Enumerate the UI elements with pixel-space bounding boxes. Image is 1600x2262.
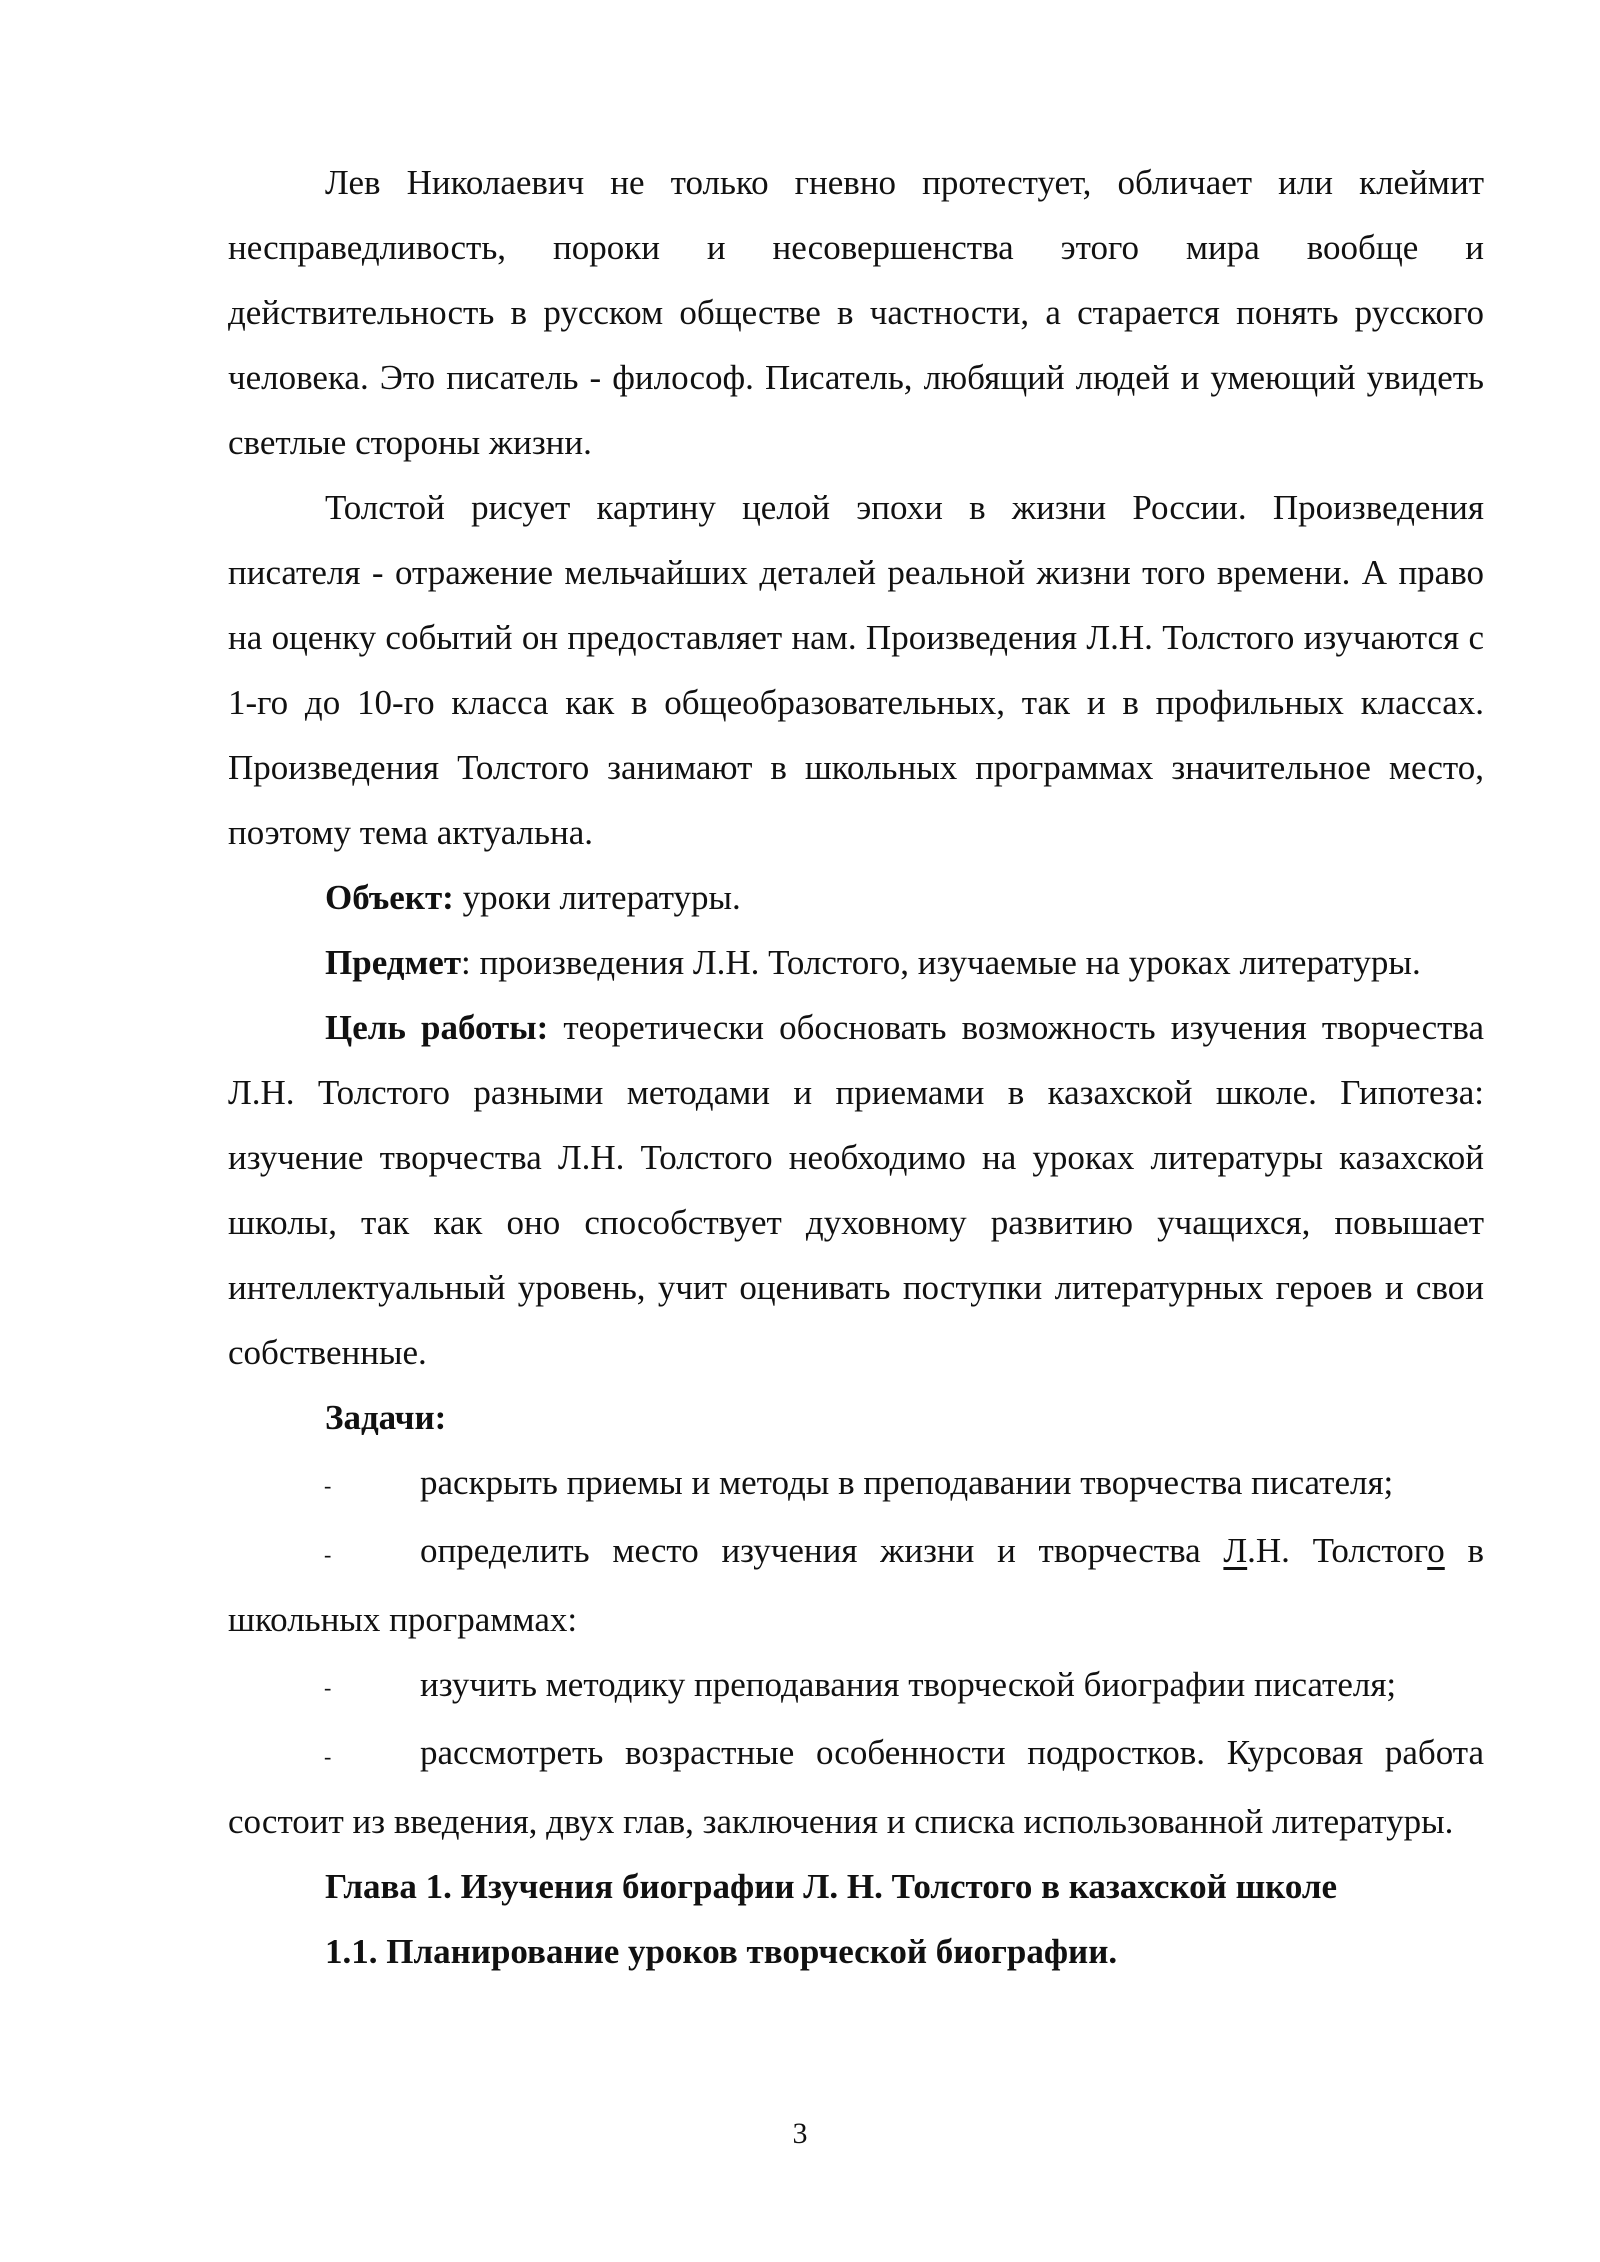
document-body <box>228 150 1484 1984</box>
goal-text: теоретически обосновать возможность изучения творчества Л.Н. Толстого разными методами и приемами в казахской школе. Гипотеза: изучение творчества Л.Н. Толстого необходимо на уроках литературы казахской школы, так как оно способствует духовному развитию учащихся, повышает интеллектуальный уровень, учит оценивать поступки литературных героев и свои собственные. <box>228 1008 1484 1372</box>
object-text: уроки литературы. <box>453 878 741 917</box>
paragraph-intro: Лев Николаевич не только гневно протестует, обличает или клеймит несправедливость, пороки и несовершенства этого мира вообще и действительность в русском обществе в частности, а старается понять русского человека. Это писатель - философ. Писатель, любящий людей и умеющий увидеть светлые стороны жизни. <box>228 163 1484 462</box>
task-item <box>228 1652 1484 1720</box>
subject-label: Предмет <box>325 943 462 982</box>
paragraph-relevance: Толстой рисует картину целой эпохи в жизни России. Произведения писателя - отражение мельчайших деталей реальной жизни того времени. А право на оценку событий он предоставляет нам. Произведения Л.Н. Толстого изучаются с 1-го до 10-го класса как в общеобразовательных, так и в профильных классах. Произведения Толстого занимают в школьных программах значительное место, поэтому тема актуальна. <box>228 488 1484 852</box>
object-label: Объект: <box>325 878 454 917</box>
section-heading: 1.1. Планирование уроков творческой биографии. <box>325 1931 1118 1971</box>
task-item <box>228 1518 1484 1651</box>
list-dash: - <box>324 1743 332 1769</box>
paragraph-goal <box>228 995 1484 1385</box>
task-text: раскрыть приемы и методы в преподавании творчества писателя; <box>420 1463 1394 1502</box>
task-item <box>228 1450 1484 1518</box>
task-text: изучить методику преподавания творческой биографии писателя; <box>420 1664 1397 1704</box>
task-item <box>228 1720 1484 1853</box>
task-text: определить место изучения жизни и творчества <box>420 1531 1224 1571</box>
task-text: рассмотреть возрастные особенности подростков. Курсовая работа состоит из введения, двух глав, заключения и списка использованной литературы. <box>228 1733 1484 1841</box>
task-text: в школьных программах: <box>228 1531 1484 1639</box>
underlined-letter: о <box>1427 1531 1445 1571</box>
list-dash: - <box>324 1541 332 1567</box>
list-dash: - <box>324 1675 332 1701</box>
task-text: .Н. Толстог <box>1247 1531 1428 1571</box>
subject-text: : произведения Л.Н. Толстого, изучаемые на уроках литературы. <box>461 943 1421 982</box>
page-number: 3 <box>792 2117 808 2150</box>
list-dash: - <box>324 1473 332 1499</box>
goal-label: Цель работы: <box>325 1008 549 1047</box>
chapter-heading: Глава 1. Изучения биографии Л. Н. Толстого в казахской школе <box>325 1866 1338 1906</box>
paragraph-subject <box>228 930 1484 995</box>
underlined-letter: Л <box>1223 1531 1248 1571</box>
tasks-label: Задачи: <box>325 1398 447 1437</box>
paragraph-object <box>228 865 1484 930</box>
tasks-heading <box>228 1385 1484 1450</box>
